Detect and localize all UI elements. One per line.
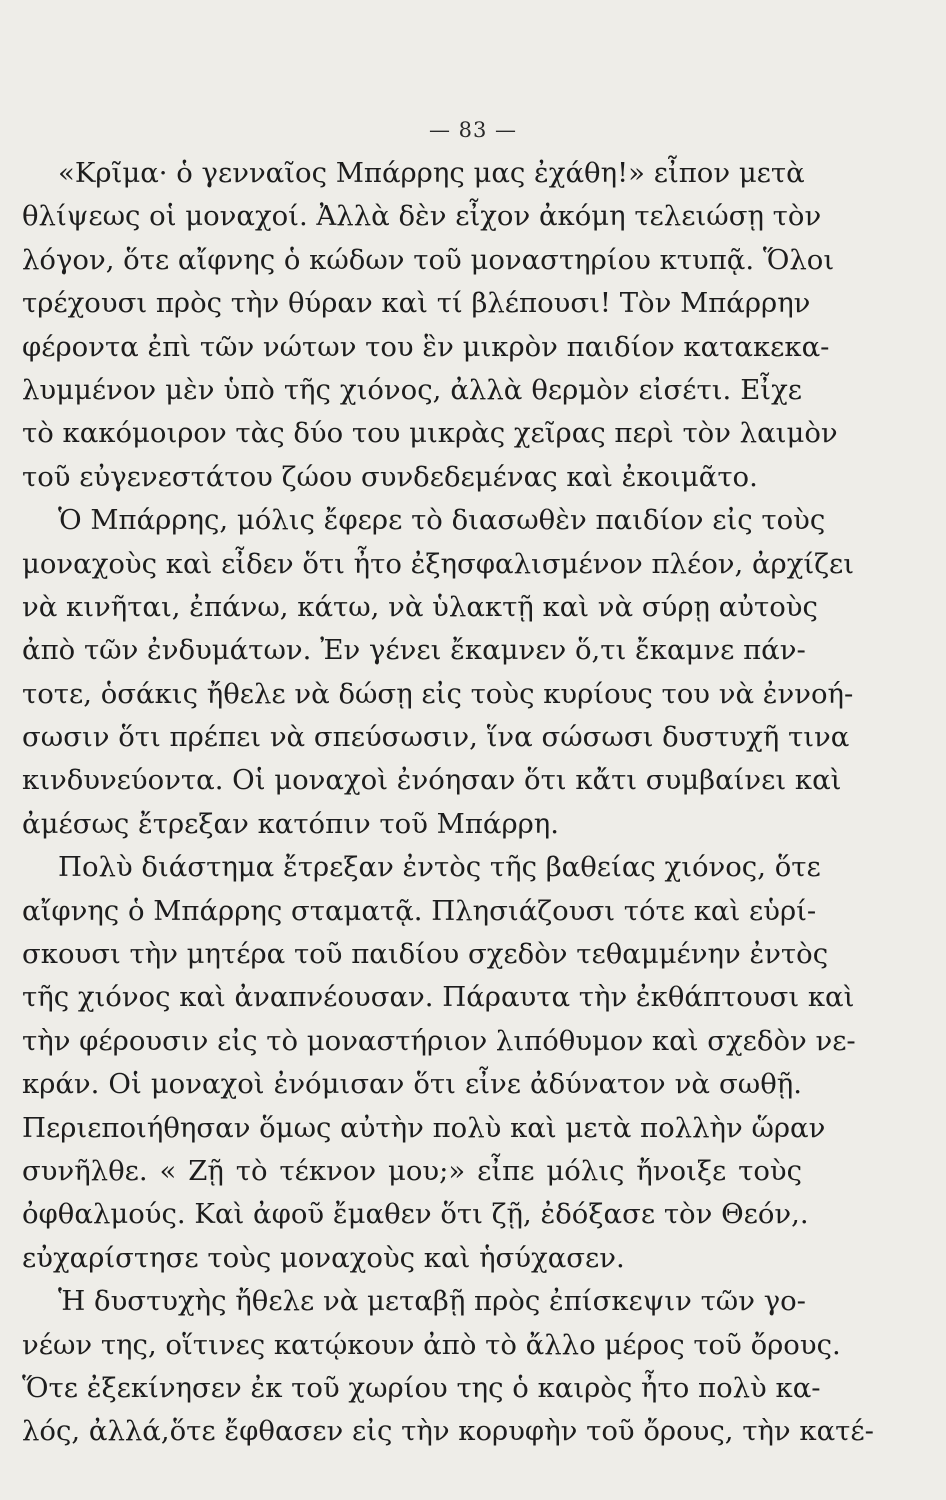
text-line: λόγον, ὅτε αἴφνης ὁ κώδων τοῦ μοναστηρίου κτυπᾷ. Ὅλοι (22, 243, 835, 276)
text-line: ὀφθαλμούς. Καὶ ἀφοῦ ἔμαθεν ὅτι ζῇ, ἐδόξασε τὸν Θεόν,. (22, 1198, 809, 1231)
text-line: τὸ κακόμοιρον τὰς δύο του μικρὰς χεῖρας περὶ τὸν λαιμὸν (22, 417, 838, 450)
body-text (22, 152, 874, 1454)
text-line: τρέχουσι πρὸς τὴν θύραν καὶ τί βλέπουσι! Τὸν Μπάρρην (22, 287, 811, 320)
text-line: Πολὺ διάστημα ἔτρεξαν ἐντὸς τῆς βαθείας χιόνος, ὅτε (58, 851, 821, 884)
text-line: Ὁ Μπάρρης, μόλις ἔφερε τὸ διασωθὲν παιδίον εἰς τοὺς (58, 504, 826, 537)
text-line: Ὅτε ἐξεκίνησεν ἐκ τοῦ χωρίου της ὁ καιρὸς ἦτο πολὺ κα- (22, 1371, 821, 1404)
text-line: Ἡ δυστυχὴς ἤθελε νὰ μεταβῇ πρὸς ἐπίσκεψιν τῶν γο- (58, 1285, 806, 1318)
text-line: εὐχαρίστησε τοὺς μοναχοὺς καὶ ἡσύχασεν. (22, 1241, 625, 1274)
text-line: νέων της, οἵτινες κατῴκουν ἀπὸ τὸ ἄλλο μέρος τοῦ ὄρους. (22, 1328, 841, 1361)
text-line: ἀπὸ τῶν ἐνδυμάτων. Ἐν γένει ἔκαμνεν ὅ,τι ἔκαμνε πάν- (22, 634, 806, 667)
text-line: θλίψεως οἱ μοναχοί. Ἀλλὰ δὲν εἶχον ἀκόμη τελειώσῃ τὸν (22, 200, 822, 233)
text-line: λός, ἀλλά,ὅτε ἔφθασεν εἰς τὴν κορυφὴν τοῦ ὄρους, τὴν κατέ- (22, 1415, 874, 1448)
text-line: σωσιν ὅτι πρέπει νὰ σπεύσωσιν, ἵνα σώσωσι δυστυχῆ τινα (22, 721, 850, 754)
text-line: σκουσι τὴν μητέρα τοῦ παιδίου σχεδὸν τεθαμμένην ἐντὸς (22, 938, 829, 971)
text-line: λυμμένον μὲν ὑπὸ τῆς χιόνος, ἀλλὰ θερμὸν εἰσέτι. Εἶχε (22, 373, 802, 406)
text-line: Περιεποιήθησαν ὅμως αὐτὴν πολὺ καὶ μετὰ πολλὴν ὥραν (22, 1111, 826, 1144)
text-line: τοῦ εὐγενεστάτου ζώου συνδεδεμένας καὶ ἐκοιμᾶτο. (22, 460, 758, 493)
text-line: νὰ κινῆται, ἐπάνω, κάτω, νὰ ὑλακτῇ καὶ νὰ σύρῃ αὐτοὺς (22, 590, 818, 623)
text-line: τοτε, ὁσάκις ἤθελε νὰ δώσῃ εἰς τοὺς κυρίους του νὰ ἐννοή- (22, 677, 854, 710)
page-number: — 83 — (428, 118, 518, 142)
text-line: ἀμέσως ἔτρεξαν κατόπιν τοῦ Μπάρρη. (22, 807, 560, 840)
text-line: αἴφνης ὁ Μπάρρης σταματᾷ. Πλησιάζουσι τότε καὶ εὑρί- (22, 894, 817, 927)
text-line: φέροντα ἐπὶ τῶν νώτων του ἓν μικρὸν παιδίον κατακεκα- (22, 330, 830, 363)
text-line: συνῆλθε. « Ζῇ τὸ τέκνον μου;» εἶπε μόλις ἤνοιξε τοὺς (22, 1154, 802, 1187)
text-line: κινδυνεύοντα. Οἱ μοναχοὶ ἐνόησαν ὅτι κἄτι συμβαίνει καὶ (22, 764, 842, 797)
text-line: κράν. Οἱ μοναχοὶ ἐνόμισαν ὅτι εἶνε ἀδύνατον νὰ σωθῇ. (22, 1068, 802, 1101)
text-line: μοναχοὺς καὶ εἶδεν ὅτι ἦτο ἐξησφαλισμένον πλέον, ἀρχίζει (22, 547, 855, 580)
text-line: τὴν φέρουσιν εἰς τὸ μοναστήριον λιπόθυμον καὶ σχεδὸν νε- (22, 1024, 856, 1057)
text-line: «Κρῖμα· ὁ γενναῖος Μπάρρης μας ἐχάθη!» εἶπον μετὰ (58, 157, 805, 189)
text-line: τῆς χιόνος καὶ ἀναπνέουσαν. Πάραυτα τὴν ἐκθάπτουσι καὶ (22, 981, 855, 1014)
